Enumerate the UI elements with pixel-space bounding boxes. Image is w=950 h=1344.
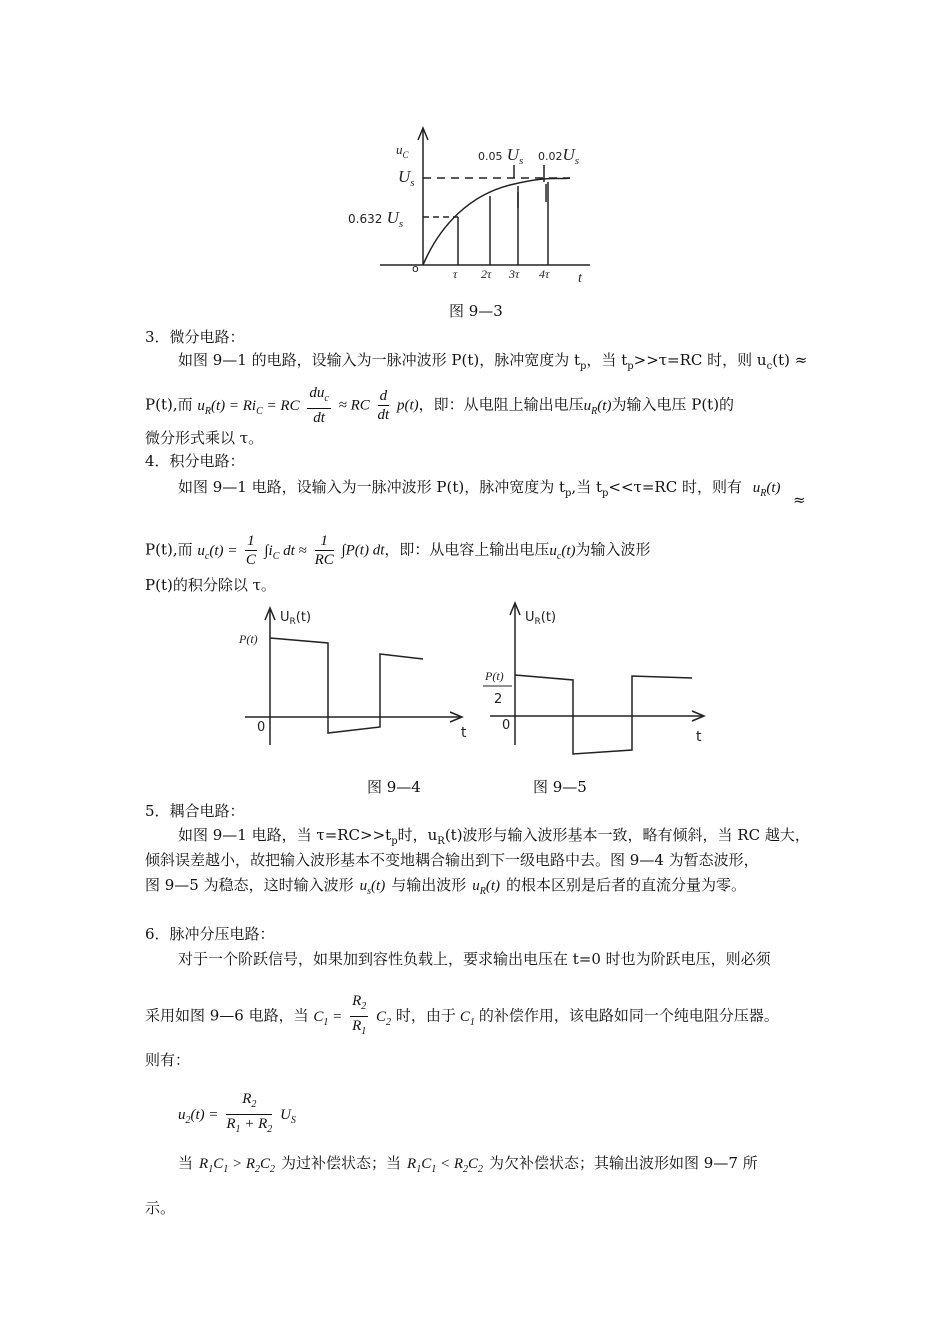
fig5-p-denom: 2 <box>494 692 503 707</box>
sec4-approx: ≈ <box>793 491 806 509</box>
sec3-heading: 3．微分电路： <box>145 328 245 346</box>
sec4-p2: P(t),而 $u_c(t)$ = $\frac{1}{C}$ $\int i_C$ dt ≈ $\frac{1}{RC}$ ∫P(t) dt，即：从电容上输出电压$u_c(t)$为输入波形 <box>145 533 651 568</box>
sec4-heading: 4．积分电路： <box>145 452 245 470</box>
fig3-ann2: 0.02Us <box>538 145 580 167</box>
fig5-y-label: $U_R(t)$ <box>525 610 557 627</box>
sec5-heading: 5．耦合电路： <box>145 802 245 820</box>
fig4-caption: 图 9—4 <box>367 778 421 796</box>
sec4-p1: 如图 9—1 电路，设输入为一脉冲波形 P(t)，脉冲宽度为 $t_p$,当 $t_p<<\tau=RC$ 时，则有 $u_R(t)$ <box>178 478 781 499</box>
fig3-x-label: t <box>578 271 582 286</box>
sec3-p3: 微分形式乘以 τ。 <box>145 429 264 447</box>
fig4-y-label: $U_R(t)$ <box>280 610 312 627</box>
sec4-p3: P(t)的积分除以 τ。 <box>145 576 276 594</box>
sec3-p2: P(t),而 $u_R(t) = Ri_C$ = RC $\frac{du_c}{dt}$ ≈ RC $\frac{d}{dt}$ p(t)，即：从电阻上输出电压$u_R(t)$为输入电压 P(t)的 <box>145 385 735 426</box>
fig4-x-label: t <box>461 725 467 741</box>
fig3-xtick-1: τ <box>453 267 458 281</box>
fig3-caption: 图 9—3 <box>449 302 503 320</box>
fig3-level-label: 0.632 Us <box>348 208 404 230</box>
fig3-us-label: $U_s$ <box>398 167 415 189</box>
fig3-xtick-4: 4τ <box>539 267 550 281</box>
fig5-x-label: t <box>696 729 702 745</box>
sec6-p5: 示。 <box>145 1199 176 1217</box>
fig5-waveform <box>515 675 692 754</box>
sec5-p2: 倾斜误差越小，故把输入波形基本不变地耦合输出到下一级电路中去。图 9—4 为暂态波形， <box>145 851 759 869</box>
sec5-p3: 图 9—5 为稳态，这时输入波形 $u_s(t)$ 与输出波形 $u_R(t)$ 的根本区别是后者的直流分量为零。 <box>145 876 747 897</box>
fig4-origin: 0 <box>257 720 266 735</box>
sec6-p2: 采用如图 9—6 电路，当 $C_1$ = $\frac{R_2}{R_1}$ $C_2$ 时，由于 $C_1$ 的补偿作用，该电路如同一个纯电阻分压器。 <box>145 993 779 1037</box>
sec5-p1: 如图 9—1 电路，当 $\tau=RC>>t_p$时，$u_R(t)$波形与输入波形基本一致，略有倾斜，当 RC 越大， <box>178 826 810 847</box>
fig4-p-label: P(t) <box>239 632 258 646</box>
fig3-xtick-2: 2τ <box>481 267 492 281</box>
fig5-caption: 图 9—5 <box>533 778 587 796</box>
fig5-origin: 0 <box>502 718 511 733</box>
sec6-p3: 则有： <box>145 1051 191 1069</box>
fig3-ann1: 0.05 Us <box>478 145 524 167</box>
fig4-waveform <box>270 638 423 733</box>
fig5-p-label: P(t) <box>485 669 504 683</box>
sec6-heading: 6．脉冲分压电路： <box>145 925 275 943</box>
fig3-xtick-3: 3τ <box>509 267 520 281</box>
sec3-p1: 如图 9—1 的电路，设输入为一脉冲波形 P(t)，脉冲宽度为 $t_p$，当 $t_p>>\tau=RC$ 时，则 $u_c(t)$ ≈ <box>178 351 808 372</box>
figure-9-4-chart <box>235 605 475 755</box>
sec6-formula: $u_2(t)$ = $\frac{R_2}{R_1 + R_2}$ $U_S$ <box>178 1091 296 1135</box>
fig3-origin: o <box>412 262 419 275</box>
fig3-y-label: $u_C$ <box>396 142 409 160</box>
figure-9-5-chart <box>480 600 710 760</box>
sec6-p1: 对于一个阶跃信号，如果加到容性负载上，要求输出电压在 t=0 时也为阶跃电压，则必须 <box>178 950 771 968</box>
sec6-p4: 当 $R_1C_1 > R_2C_2$ 为过补偿状态；当 $R_1C_1 < R_2C_2$ 为欠补偿状态；其输出波形如图 9—7 所 <box>178 1154 758 1175</box>
